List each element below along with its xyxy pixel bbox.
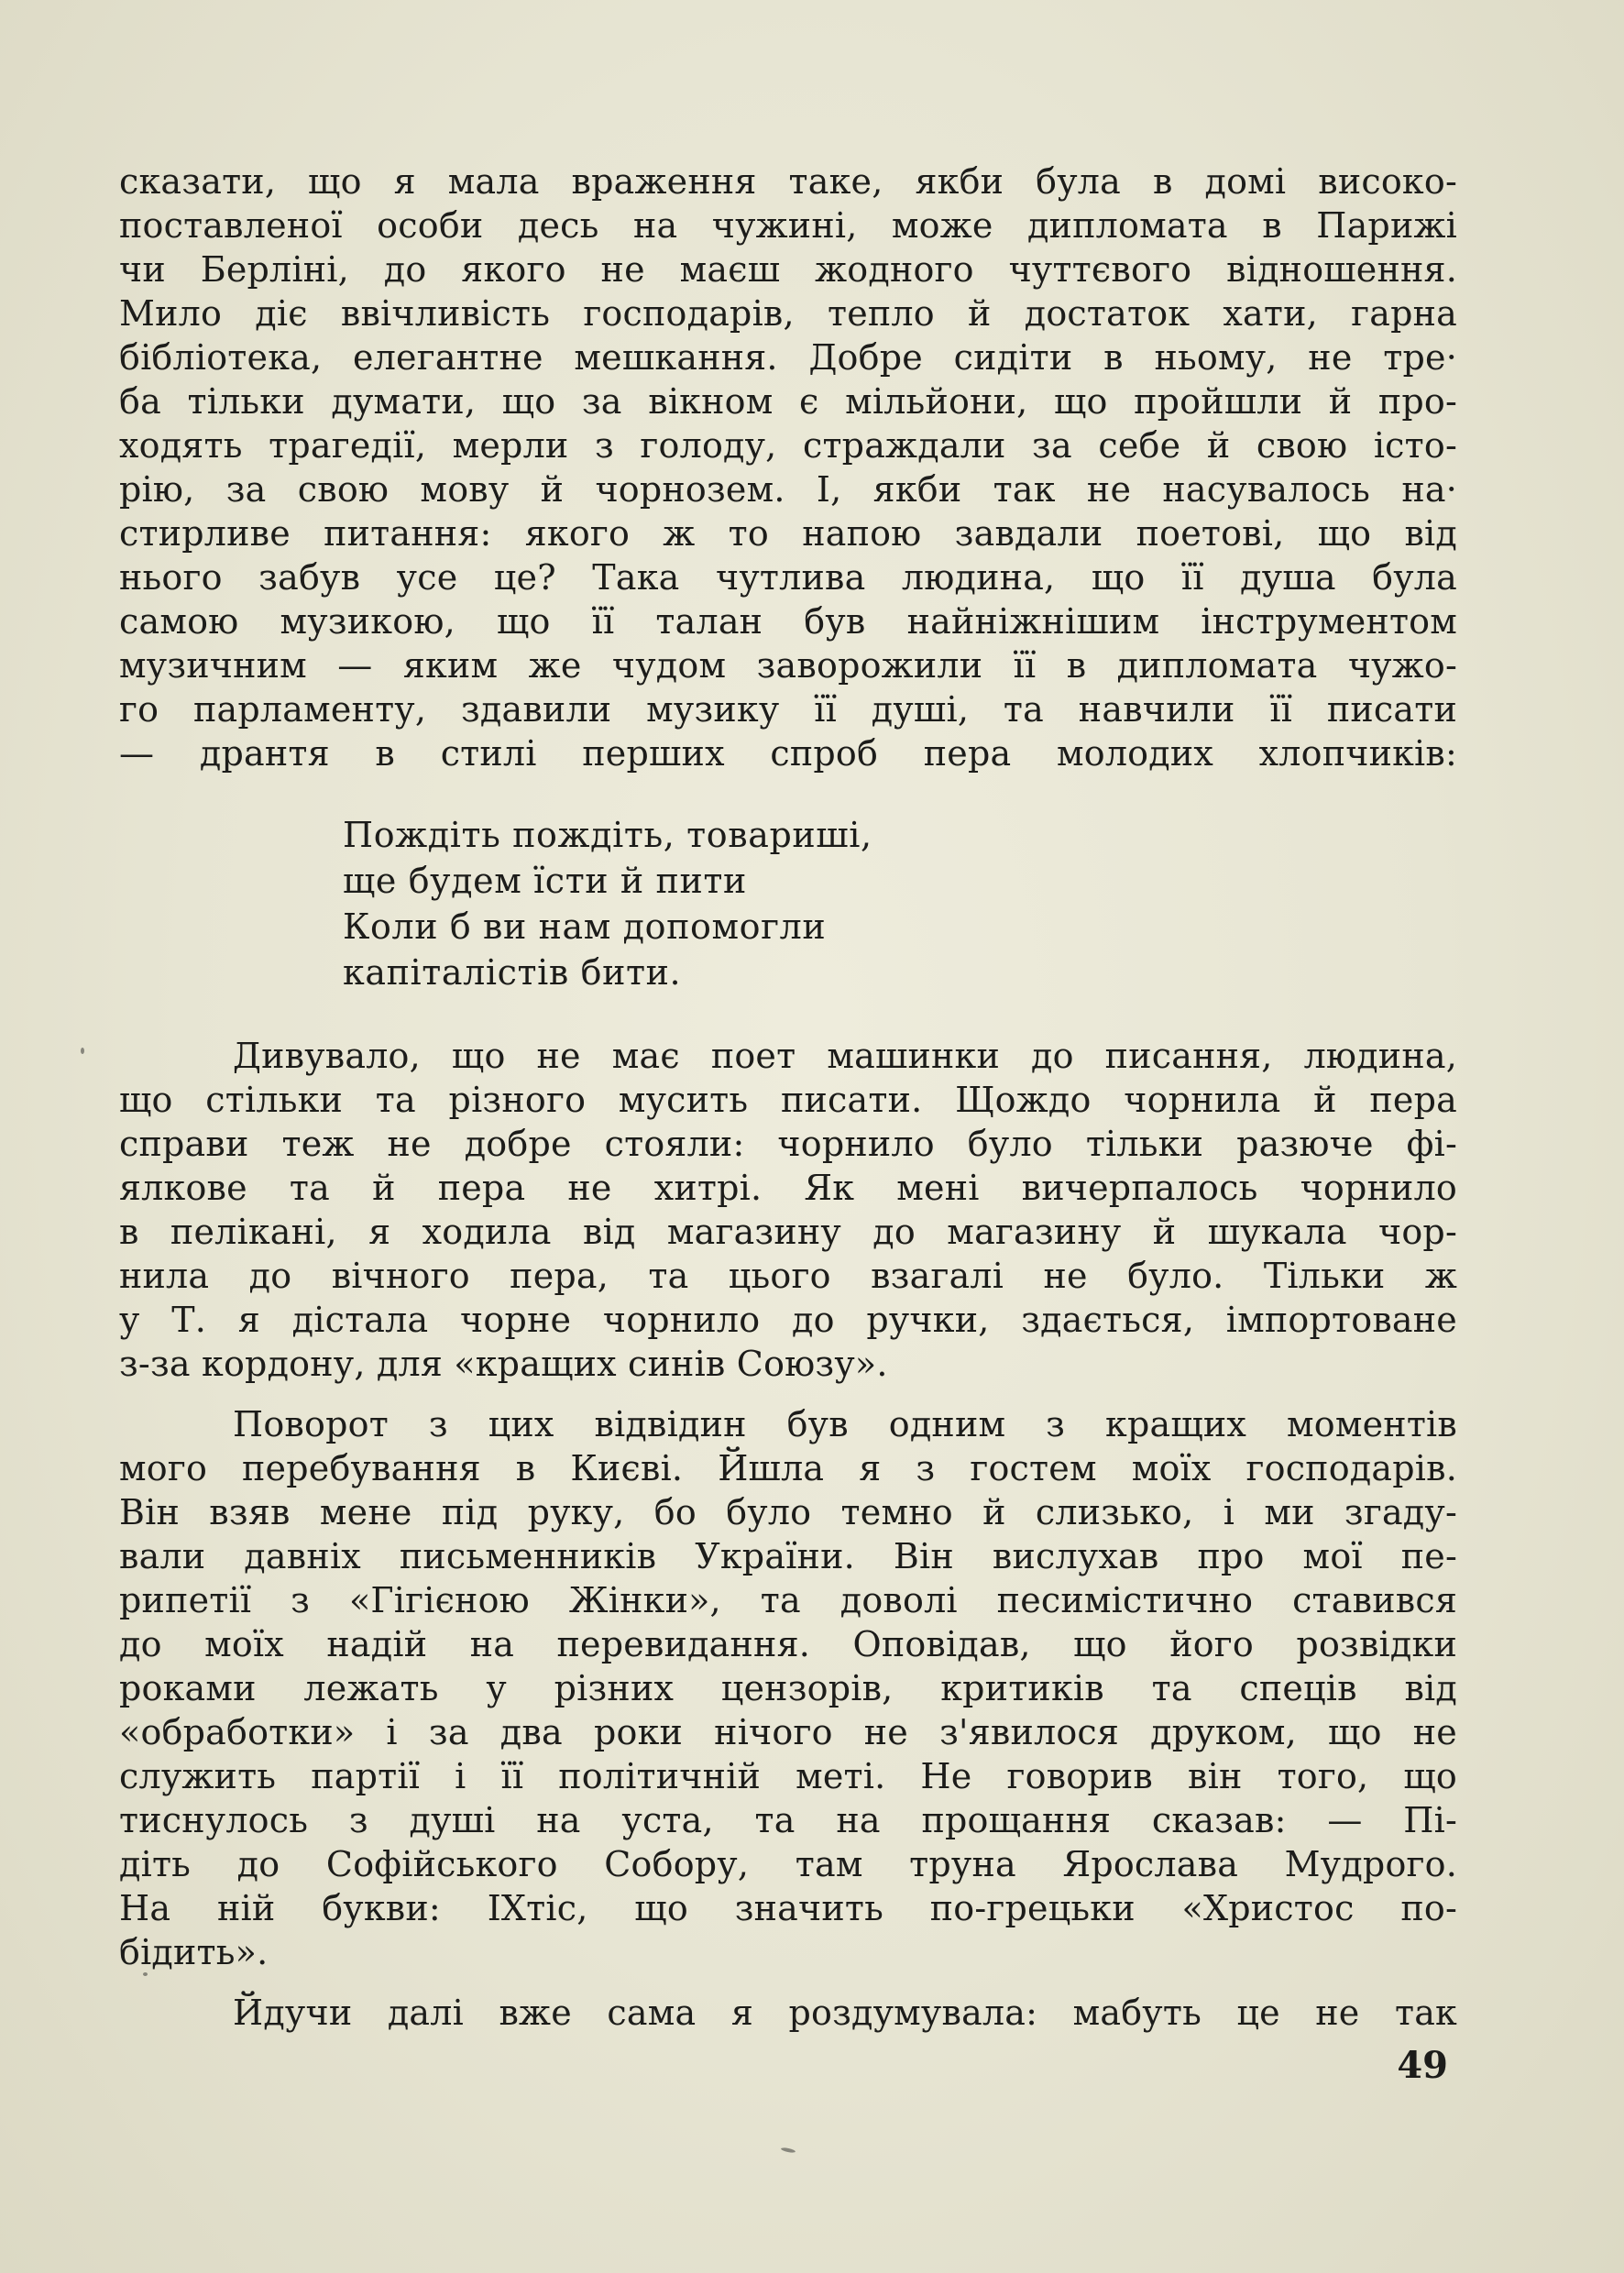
text-line: ялкове та й пера не хитрі. Як мені вичерпалось чорнило: [119, 1168, 1457, 1208]
text-line: в пелікані, я ходила від магазину до магазину й шукала чор-: [119, 1212, 1457, 1252]
text-line: Дивувало, що не має поет машинки до писання, людина,: [233, 1036, 1457, 1076]
text-line: рію, за свою мову й чорнозем. І, якби так не насувалось на·: [119, 469, 1457, 510]
paragraph-3: [119, 1402, 1457, 1974]
text-line: що стільки та різного мусить писати. Щождо чорнила й пера: [119, 1080, 1457, 1120]
text-line: вали давніх письменників України. Він вислухав про мої пе-: [119, 1536, 1457, 1576]
text-line: справи теж не добре стояли: чорнило було тільки разюче фі-: [119, 1124, 1457, 1164]
paragraph-1: [119, 159, 1457, 775]
text-line: Поворот з цих відвідин був одним з кращих моментів: [233, 1404, 1457, 1444]
paragraph-2: [119, 1034, 1457, 1386]
text-line: бібліотека, елегантне мешкання. Добре сидіти в ньому, не тре·: [119, 337, 1457, 378]
text-line: Він взяв мене під руку, бо було темно й слизько, і ми згаду-: [119, 1492, 1457, 1532]
verse-quote: [119, 812, 1457, 995]
text-line: з-за кордону, для «кращих синів Союзу».: [119, 1344, 888, 1384]
page-number: 49: [1397, 2044, 1448, 2087]
page-body: [119, 159, 1457, 2035]
text-line: самою музикою, що її талан був найніжнішим інструментом: [119, 601, 1457, 642]
text-line: — дрантя в стилі перших спроб пера молодих хлопчиків:: [119, 733, 1457, 774]
text-line: роками лежать у різних цензорів, критиків та спеців від: [119, 1668, 1457, 1708]
text-line: діть до Софійського Собору, там труна Ярослава Мудрого.: [119, 1844, 1457, 1884]
verse-line: Коли б ви нам допомогли: [343, 906, 827, 947]
verse-line: ще будем їсти й пити: [343, 861, 747, 901]
ink-speck: [143, 1972, 148, 1976]
text-line: тиснулось з душі на уста, та на прощання сказав: — Пі-: [119, 1800, 1457, 1840]
text-line: бідить».: [119, 1932, 269, 1972]
text-line: служить партії і її політичній меті. Не говорив він того, що: [119, 1756, 1457, 1796]
text-line: музичним — яким же чудом заворожили її в дипломата чужо-: [119, 645, 1457, 686]
text-line: На ній букви: ІХтіс, що значить по-грецьки «Христос по-: [119, 1888, 1457, 1928]
text-line: Мило діє ввічливість господарів, тепло й достаток хати, гарна: [119, 293, 1457, 334]
text-line: го парламенту, здавили музику її душі, та навчили її писати: [119, 689, 1457, 730]
ink-speck: [781, 2147, 796, 2153]
ink-speck: [81, 1048, 84, 1054]
text-line: нього забув усе це? Така чутлива людина, що її душа була: [119, 557, 1457, 598]
text-line: рипетії з «Гігієною Жінки», та доволі песимістично ставився: [119, 1580, 1457, 1620]
text-line: до моїх надій на перевидання. Оповідав, що його розвідки: [119, 1624, 1457, 1664]
text-line: стирливе питання: якого ж то напою завдали поетові, що від: [119, 513, 1457, 554]
text-line: ходять трагедії, мерли з голоду, страждали за себе й свою істо-: [119, 425, 1457, 466]
text-line: «обработки» і за два роки нічого не з'явилося друком, що не: [119, 1712, 1457, 1752]
text-line: чи Берліні, до якого не маєш жодного чуттєвого відношення.: [119, 249, 1457, 290]
text-line: сказати, що я мала враження таке, якби була в домі високо-: [119, 161, 1457, 202]
verse-line: Пождіть пождіть, товариші,: [343, 815, 872, 855]
paragraph-4: [119, 1991, 1457, 2035]
verse-line: капіталістів бити.: [343, 952, 682, 993]
text-line: нила до вічного пера, та цього взагалі не було. Тільки ж: [119, 1256, 1457, 1296]
text-line: Йдучи далі вже сама я роздумувала: мабуть це не так: [233, 1993, 1457, 2033]
text-line: поставленої особи десь на чужині, може дипломата в Парижі: [119, 205, 1457, 246]
text-line: у Т. я дістала чорне чорнило до ручки, здається, імпортоване: [119, 1300, 1457, 1340]
text-line: ба тільки думати, що за вікном є мільйони, що пройшли й про-: [119, 381, 1457, 422]
text-line: мого перебування в Києві. Йшла я з гостем моїх господарів.: [119, 1448, 1457, 1488]
